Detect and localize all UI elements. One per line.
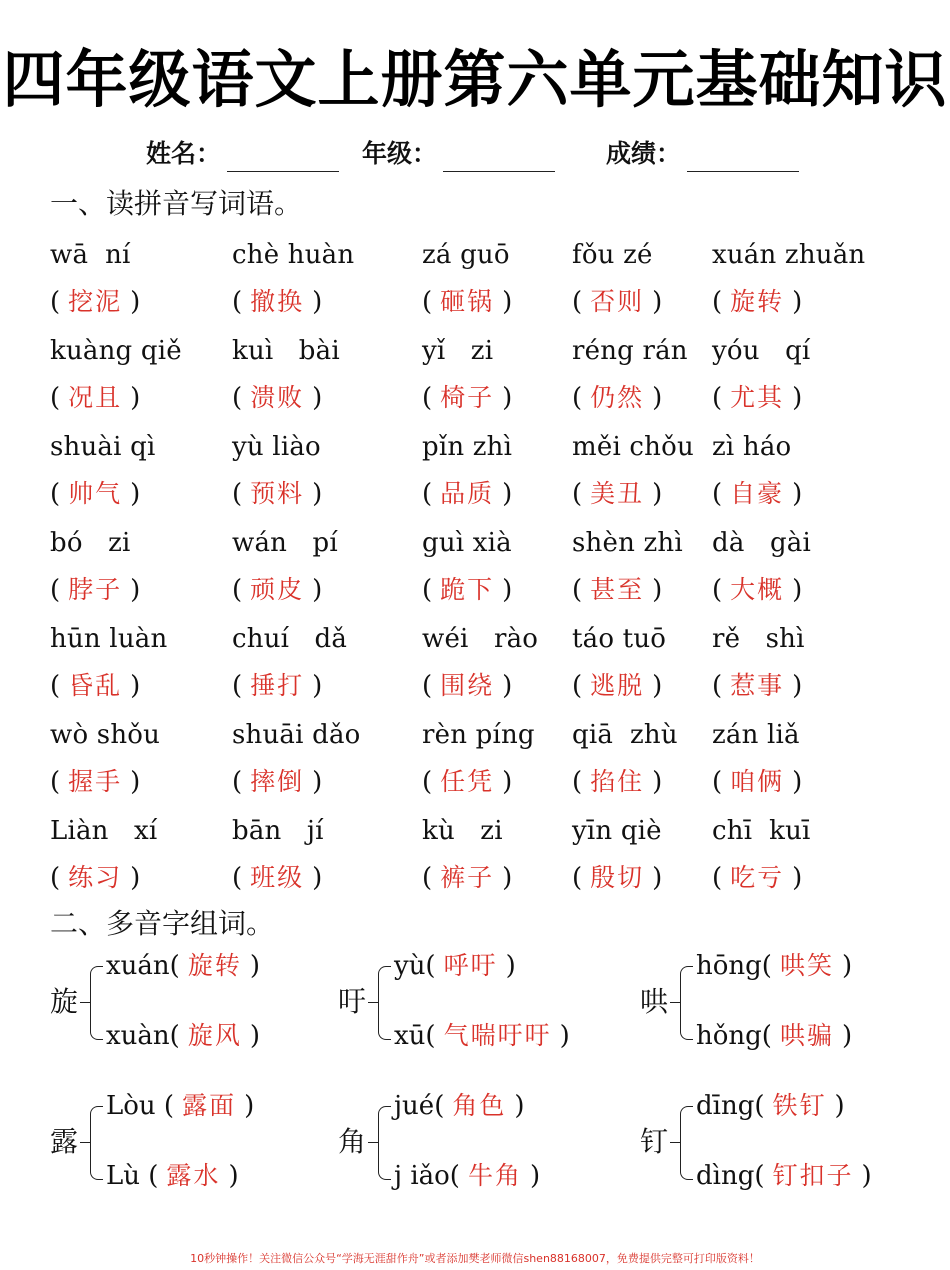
polyphone-pinyin: j iǎo(	[394, 1161, 460, 1191]
polyphone-line[interactable]	[106, 1018, 260, 1054]
open-paren: (	[50, 287, 61, 317]
close-paren: )	[312, 575, 323, 605]
polyphone-pinyin: Lù (	[106, 1161, 159, 1191]
polyphone-line[interactable]	[696, 1018, 852, 1054]
answer-box[interactable]	[422, 860, 512, 896]
answer-text: 逃脱	[590, 671, 645, 700]
open-paren: (	[422, 479, 433, 509]
brace-line	[378, 966, 391, 1040]
answer-text: 围绕	[440, 671, 495, 700]
polyphone-char: 吁	[338, 985, 367, 1018]
close-paren: )	[502, 767, 513, 797]
pinyin-text: bān jí	[232, 816, 324, 846]
close-paren: )	[792, 287, 803, 317]
answer-text: 咱俩	[730, 767, 785, 796]
polyphone-line[interactable]	[106, 1088, 254, 1124]
answer-text: 脖子	[68, 575, 123, 604]
pinyin-text: réng rán	[572, 336, 688, 366]
polyphone-answer: 钉扣子	[772, 1161, 854, 1190]
polyphone-pinyin: hōng(	[696, 951, 772, 981]
answer-box[interactable]	[572, 284, 662, 320]
open-paren: (	[50, 671, 61, 701]
answer-box[interactable]	[50, 284, 140, 320]
brace-tick	[80, 1002, 90, 1003]
polyphone-line[interactable]	[106, 948, 260, 984]
close-paren: )	[841, 1021, 853, 1051]
close-paren: )	[792, 767, 803, 797]
answer-box[interactable]	[422, 572, 512, 608]
close-paren: )	[130, 671, 141, 701]
polyphone-answer: 气喘吁吁	[443, 1021, 552, 1050]
polyphone-answer: 铁钉	[772, 1091, 827, 1120]
answer-text: 椅子	[440, 383, 495, 412]
open-paren: (	[232, 575, 243, 605]
answer-box[interactable]	[712, 668, 802, 704]
open-paren: (	[422, 671, 433, 701]
pinyin-text: zì háo	[712, 432, 792, 462]
answer-box[interactable]	[232, 764, 322, 800]
close-paren: )	[249, 1021, 260, 1051]
polyphone-char: 露	[50, 1125, 79, 1158]
score-blank[interactable]	[687, 143, 799, 172]
open-paren: (	[232, 479, 243, 509]
close-paren: )	[652, 575, 663, 605]
pinyin-text: wán pí	[232, 528, 338, 558]
pinyin-text: wéi rào	[422, 624, 539, 654]
answer-box[interactable]	[572, 380, 662, 416]
open-paren: (	[50, 575, 61, 605]
open-paren: (	[572, 575, 583, 605]
polyphone-line[interactable]	[394, 1158, 540, 1194]
polyphone-char: 角	[338, 1125, 367, 1158]
close-paren: )	[652, 479, 663, 509]
close-paren: )	[244, 1091, 255, 1121]
close-paren: )	[249, 951, 260, 981]
answer-text: 摔倒	[250, 767, 305, 796]
answer-text: 任凭	[440, 767, 495, 796]
polyphone-pinyin: yù(	[394, 951, 436, 981]
close-paren: )	[861, 1161, 872, 1191]
name-blank[interactable]	[227, 143, 339, 172]
open-paren: (	[572, 287, 583, 317]
answer-text: 殷切	[590, 863, 645, 892]
close-paren: )	[652, 767, 663, 797]
answer-box[interactable]	[50, 380, 140, 416]
pinyin-text: shuài qì	[50, 432, 156, 462]
brace-line	[680, 966, 693, 1040]
brace-tick	[670, 1142, 680, 1143]
polyphone-pinyin: hǒng(	[696, 1021, 772, 1051]
open-paren: (	[422, 767, 433, 797]
answer-box[interactable]	[572, 572, 662, 608]
answer-box[interactable]	[712, 380, 802, 416]
answer-text: 帅气	[68, 479, 123, 508]
answer-box[interactable]	[572, 476, 662, 512]
answer-text: 仍然	[590, 383, 645, 412]
answer-box[interactable]	[712, 476, 802, 512]
answer-box[interactable]	[572, 860, 662, 896]
close-paren: )	[792, 863, 803, 893]
pinyin-text: rèn píng	[422, 720, 535, 750]
polyphone-line[interactable]	[696, 1158, 872, 1194]
answer-text: 昏乱	[68, 671, 123, 700]
polyphone-pinyin: xuàn(	[106, 1021, 180, 1051]
pinyin-text: yù liào	[232, 432, 321, 462]
open-paren: (	[712, 479, 723, 509]
open-paren: (	[712, 767, 723, 797]
pinyin-text: rě shì	[712, 624, 805, 654]
pinyin-text: pǐn zhì	[422, 432, 513, 462]
answer-box[interactable]	[232, 668, 322, 704]
pinyin-text: dà gài	[712, 528, 811, 558]
polyphone-pinyin: xū(	[394, 1021, 436, 1051]
answer-box[interactable]	[572, 668, 662, 704]
answer-box[interactable]	[422, 668, 512, 704]
close-paren: )	[505, 951, 516, 981]
answer-text: 否则	[590, 287, 645, 316]
brace-line	[378, 1106, 391, 1180]
answer-box[interactable]	[232, 860, 322, 896]
open-paren: (	[712, 287, 723, 317]
pinyin-text: xuán zhuǎn	[712, 240, 866, 270]
answer-text: 大概	[730, 575, 785, 604]
close-paren: )	[312, 383, 323, 413]
pinyin-text: měi chǒu	[572, 432, 694, 462]
close-paren: )	[652, 671, 663, 701]
pinyin-text: kuì bài	[232, 336, 340, 366]
polyphone-answer: 旋转	[187, 951, 242, 980]
page-title: 四年级语文上册第六单元基础知识	[2, 43, 948, 116]
polyphone-pinyin: jué(	[394, 1091, 445, 1121]
footer-note: 10秒钟操作！关注微信公众号“学海无涯甜作舟”或者添加樊老师微信shen88168007，免费提供完整可打印版资料！	[190, 1252, 760, 1265]
polyphone-answer: 旋风	[187, 1021, 242, 1050]
pinyin-text: kuàng qiě	[50, 336, 182, 366]
answer-box[interactable]	[712, 764, 802, 800]
polyphone-answer: 呼吁	[443, 951, 498, 980]
pinyin-text: shèn zhì	[572, 528, 683, 558]
brace-line	[90, 1106, 103, 1180]
pinyin-text: chè huàn	[232, 240, 355, 270]
open-paren: (	[232, 863, 243, 893]
name-field	[146, 136, 339, 172]
pinyin-text: chī kuī	[712, 816, 811, 846]
close-paren: )	[312, 767, 323, 797]
polyphone-line[interactable]	[394, 948, 516, 984]
close-paren: )	[130, 479, 141, 509]
polyphone-answer: 牛角	[467, 1161, 522, 1190]
close-paren: )	[652, 863, 663, 893]
answer-text: 品质	[440, 479, 495, 508]
answer-box[interactable]	[712, 572, 802, 608]
polyphone-answer: 角色	[452, 1091, 507, 1120]
close-paren: )	[502, 671, 513, 701]
answer-text: 自豪	[730, 479, 785, 508]
pinyin-text: bó zi	[50, 528, 131, 558]
answer-text: 撤换	[250, 287, 305, 316]
answer-box[interactable]	[232, 476, 322, 512]
open-paren: (	[232, 383, 243, 413]
close-paren: )	[130, 575, 141, 605]
brace-line	[90, 966, 103, 1040]
close-paren: )	[792, 575, 803, 605]
open-paren: (	[712, 863, 723, 893]
answer-box[interactable]	[712, 284, 802, 320]
open-paren: (	[572, 767, 583, 797]
answer-text: 跪下	[440, 575, 495, 604]
pinyin-text: wā ní	[50, 240, 131, 270]
polyphone-line[interactable]	[696, 1088, 845, 1124]
answer-box[interactable]	[712, 860, 802, 896]
close-paren: )	[529, 1161, 541, 1191]
answer-text: 况且	[68, 383, 123, 412]
open-paren: (	[50, 383, 61, 413]
answer-box[interactable]	[50, 476, 140, 512]
answer-box[interactable]	[232, 572, 322, 608]
answer-box[interactable]	[50, 860, 140, 896]
section1-heading: 一、读拼音写词语。	[50, 187, 303, 220]
open-paren: (	[422, 287, 433, 317]
close-paren: )	[312, 287, 323, 317]
polyphone-line[interactable]	[106, 1158, 239, 1194]
pinyin-text: yóu qí	[712, 336, 811, 366]
polyphone-char: 钉	[640, 1125, 669, 1158]
close-paren: )	[502, 287, 513, 317]
close-paren: )	[312, 479, 323, 509]
close-paren: )	[652, 383, 663, 413]
answer-box[interactable]	[422, 764, 512, 800]
answer-box[interactable]	[572, 764, 662, 800]
open-paren: (	[712, 671, 723, 701]
polyphone-answer: 哄骗	[779, 1021, 834, 1050]
pinyin-text: shuāi dǎo	[232, 720, 361, 750]
open-paren: (	[572, 383, 583, 413]
answer-text: 顽皮	[250, 575, 305, 604]
grade-field	[362, 136, 555, 172]
open-paren: (	[232, 767, 243, 797]
grade-label: 年级：	[362, 139, 438, 168]
open-paren: (	[50, 479, 61, 509]
open-paren: (	[712, 383, 723, 413]
answer-text: 尤其	[730, 383, 785, 412]
close-paren: )	[130, 863, 141, 893]
grade-blank[interactable]	[443, 143, 555, 172]
answer-text: 吃亏	[730, 863, 785, 892]
answer-text: 练习	[68, 863, 123, 892]
polyphone-pinyin: dìng(	[696, 1161, 765, 1191]
close-paren: )	[130, 287, 141, 317]
score-label: 成绩：	[606, 139, 682, 168]
close-paren: )	[514, 1091, 525, 1121]
polyphone-answer: 露面	[182, 1091, 237, 1120]
open-paren: (	[50, 767, 61, 797]
open-paren: (	[422, 383, 433, 413]
answer-text: 美丑	[590, 479, 645, 508]
close-paren: )	[502, 479, 513, 509]
brace-tick	[670, 1002, 680, 1003]
answer-box[interactable]	[422, 476, 512, 512]
polyphone-char: 哄	[640, 985, 669, 1018]
pinyin-text: Liàn xí	[50, 816, 158, 846]
pinyin-text: wò shǒu	[50, 720, 161, 750]
name-label: 姓名：	[146, 139, 222, 168]
polyphone-line[interactable]	[696, 948, 852, 984]
answer-text: 掐住	[590, 767, 645, 796]
pinyin-text: kù zi	[422, 816, 503, 846]
brace-tick	[80, 1142, 90, 1143]
close-paren: )	[312, 671, 323, 701]
polyphone-pinyin: dīng(	[696, 1091, 765, 1121]
open-paren: (	[422, 863, 433, 893]
pinyin-text: chuí dǎ	[232, 624, 348, 654]
answer-box[interactable]	[232, 284, 322, 320]
open-paren: (	[422, 575, 433, 605]
polyphone-answer: 露水	[166, 1161, 221, 1190]
pinyin-text: zá guō	[422, 240, 510, 270]
close-paren: )	[502, 383, 513, 413]
open-paren: (	[572, 479, 583, 509]
pinyin-text: qiā zhù	[572, 720, 678, 750]
close-paren: )	[130, 383, 141, 413]
answer-box[interactable]	[50, 572, 140, 608]
answer-box[interactable]	[422, 380, 512, 416]
open-paren: (	[50, 863, 61, 893]
pinyin-text: zán liǎ	[712, 720, 800, 750]
answer-text: 裤子	[440, 863, 495, 892]
open-paren: (	[712, 575, 723, 605]
close-paren: )	[502, 575, 513, 605]
answer-text: 溃败	[250, 383, 305, 412]
close-paren: )	[792, 479, 803, 509]
open-paren: (	[232, 671, 243, 701]
close-paren: )	[130, 767, 141, 797]
close-paren: )	[502, 863, 513, 893]
answer-text: 握手	[68, 767, 123, 796]
brace-tick	[368, 1002, 378, 1003]
answer-text: 旋转	[730, 287, 785, 316]
polyphone-pinyin: xuán(	[106, 951, 180, 981]
answer-box[interactable]	[232, 380, 322, 416]
close-paren: )	[652, 287, 663, 317]
close-paren: )	[792, 383, 803, 413]
pinyin-text: táo tuō	[572, 624, 667, 654]
pinyin-text: guì xià	[422, 528, 512, 558]
close-paren: )	[559, 1021, 570, 1051]
answer-text: 捶打	[250, 671, 305, 700]
answer-box[interactable]	[422, 284, 512, 320]
polyphone-line[interactable]	[394, 1088, 525, 1124]
open-paren: (	[572, 863, 583, 893]
pinyin-text: fǒu zé	[572, 240, 653, 270]
answer-box[interactable]	[50, 764, 140, 800]
close-paren: )	[792, 671, 803, 701]
pinyin-text: yǐ zi	[422, 336, 494, 366]
answer-box[interactable]	[50, 668, 140, 704]
polyphone-char: 旋	[50, 985, 79, 1018]
pinyin-text: hūn luàn	[50, 624, 168, 654]
open-paren: (	[572, 671, 583, 701]
answer-text: 挖泥	[68, 287, 123, 316]
polyphone-answer: 哄笑	[779, 951, 834, 980]
close-paren: )	[841, 951, 853, 981]
score-field	[606, 136, 799, 172]
answer-text: 预料	[250, 479, 305, 508]
close-paren: )	[228, 1161, 239, 1191]
close-paren: )	[312, 863, 323, 893]
brace-tick	[368, 1142, 378, 1143]
answer-text: 班级	[250, 863, 305, 892]
section2-heading: 二、多音字组词。	[50, 907, 275, 940]
close-paren: )	[834, 1091, 845, 1121]
open-paren: (	[232, 287, 243, 317]
answer-text: 甚至	[590, 575, 645, 604]
polyphone-line[interactable]	[394, 1018, 570, 1054]
answer-text: 砸锅	[440, 287, 495, 316]
polyphone-pinyin: Lòu (	[106, 1091, 175, 1121]
answer-text: 惹事	[730, 671, 785, 700]
pinyin-text: yīn qiè	[572, 816, 662, 846]
brace-line	[680, 1106, 693, 1180]
